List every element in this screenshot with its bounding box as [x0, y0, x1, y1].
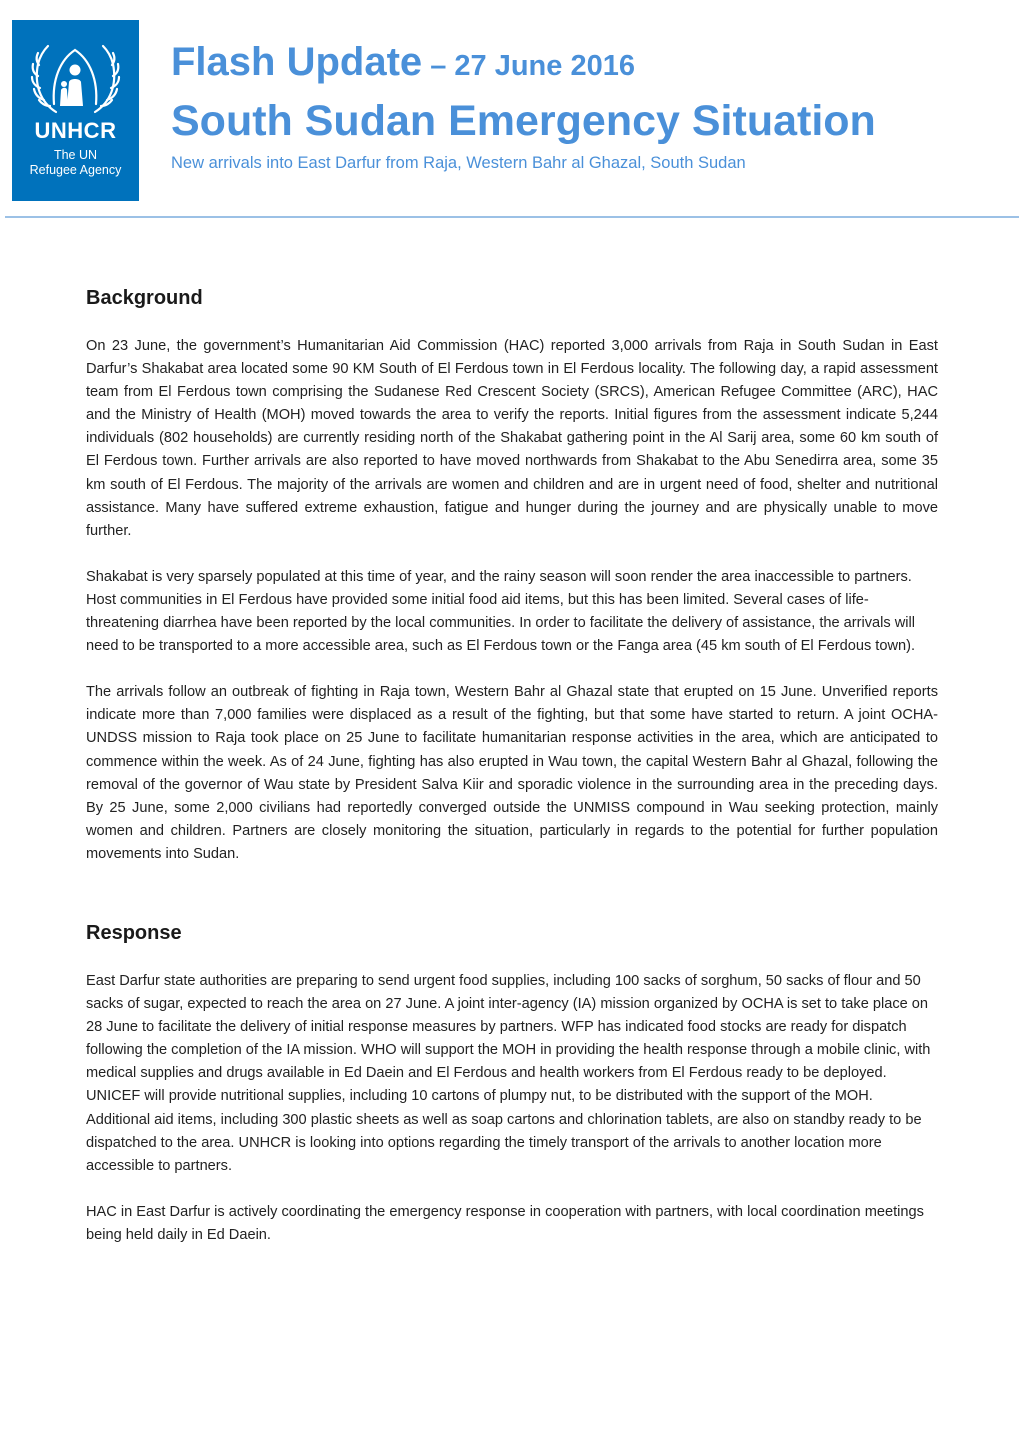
- background-heading: Background: [86, 287, 203, 309]
- unhcr-logo: [12, 20, 139, 201]
- document-subtitle: South Sudan Emergency Situation: [171, 97, 876, 145]
- logo-name: UNHCR: [34, 118, 117, 143]
- header-divider: [5, 216, 1019, 218]
- document-tagline: New arrivals into East Darfur from Raja, Western Bahr al Ghazal, South Sudan: [171, 154, 746, 172]
- unhcr-emblem-icon: [30, 40, 121, 118]
- background-paragraph-1: On 23 June, the government’s Humanitarian Aid Commission (HAC) reported 3,000 arrivals from Raja in South Sudan in East Darfur’s Shakabat area located some 90 KM South of El Ferdous town in El Ferdous locality. The following day, a rapid assessment team from El Ferdous town comprising the Sudanese Red Crescent Society (SRCS), American Refugee Committee (ARC), HAC and the Ministry of Health (MOH) moved towards the area to verify the reports. Initial figures from the assessment indicate 5,244 individuals (802 households) are currently residing north of the Shakabat gathering point in the Al Sarij area, some 60 km south of El Ferdous town. Further arrivals are also reported to have moved northwards from Shakabat to the Abu Senedirra area, some 35 km south of El Ferdous. The majority of the arrivals are women and children and are in urgent need of food, shelter and nutritional assistance. Many have suffered extreme exhaustion, fatigue and hunger during the journey and are physically unable to move further.: [86, 338, 938, 539]
- background-paragraph-3: The arrivals follow an outbreak of fighting in Raja town, Western Bahr al Ghazal state that erupted on 15 June. Unverified reports indicate more than 7,000 families were displaced as a result of the fighting, but that some have started to return. A joint OCHA-UNDSS mission to Raja took place on 25 June to facilitate humanitarian response activities in the area, which are anticipated to commence within the week. As of 24 June, fighting has also erupted in Wau town, the capital Western Bahr al Ghazal, following the removal of the governor of Wau state by President Salva Kiir and sporadic violence in the surrounding area in the preceding days. By 25 June, some 2,000 civilians had reportedly converged outside the UNMISS compound in Wau seeking protection, mainly women and children. Partners are closely monitoring the situation, particularly in regards to the potential for further population movements into Sudan.: [86, 684, 938, 862]
- response-paragraph-2: HAC in East Darfur is actively coordinating the emergency response in cooperation with partners, with local coordination meetings being held daily in Ed Daein.: [86, 1203, 924, 1243]
- title-text: Flash Update: [171, 40, 423, 84]
- title-date: – 27 June 2016: [422, 50, 635, 82]
- logo-subtitle: The UN Refugee Agency: [29, 148, 122, 177]
- response-heading: Response: [86, 921, 182, 944]
- background-paragraph-2: Shakabat is very sparsely populated at this time of year, and the rainy season will soon render the area inaccessible to partners. Host communities in El Ferdous have provided some initial food aid items, but this has been limited. Several cases of life-threatening diarrhea have been reported by the local communities. In order to facilitate the delivery of assistance, the arrivals will need to be transported to a more accessible area, such as El Ferdous town or the Fanga area (45 km south of El Ferdous town).: [86, 568, 916, 655]
- document-title: [171, 40, 635, 85]
- response-paragraph-1: East Darfur state authorities are preparing to send urgent food supplies, including 100 sacks of sorghum, 50 sacks of flour and 50 sacks of sugar, expected to reach the area on 27 June. A joint inter-agency (IA) mission organized by OCHA is set to take place on 28 June to facilitate the delivery of initial response measures by partners. WFP has indicated food stocks are ready for dispatch following the completion of the IA mission. WHO will support the MOH in providing the health response through a mobile clinic, with medical supplies and drugs available in Ed Daein and El Ferdous and health workers from El Ferdous ready to be deployed. UNICEF will provide nutritional supplies, including 10 cartons of plumpy nut, to be distributed with the support of the MOH. Additional aid items, including 300 plastic sheets as well as soap cartons and chlorination tablets, are also on standby ready to be dispatched to the area. UNHCR is looking into options regarding the timely transport of the arrivals to another location more accessible to partners.: [86, 972, 931, 1174]
- document-body: [86, 284, 938, 1247]
